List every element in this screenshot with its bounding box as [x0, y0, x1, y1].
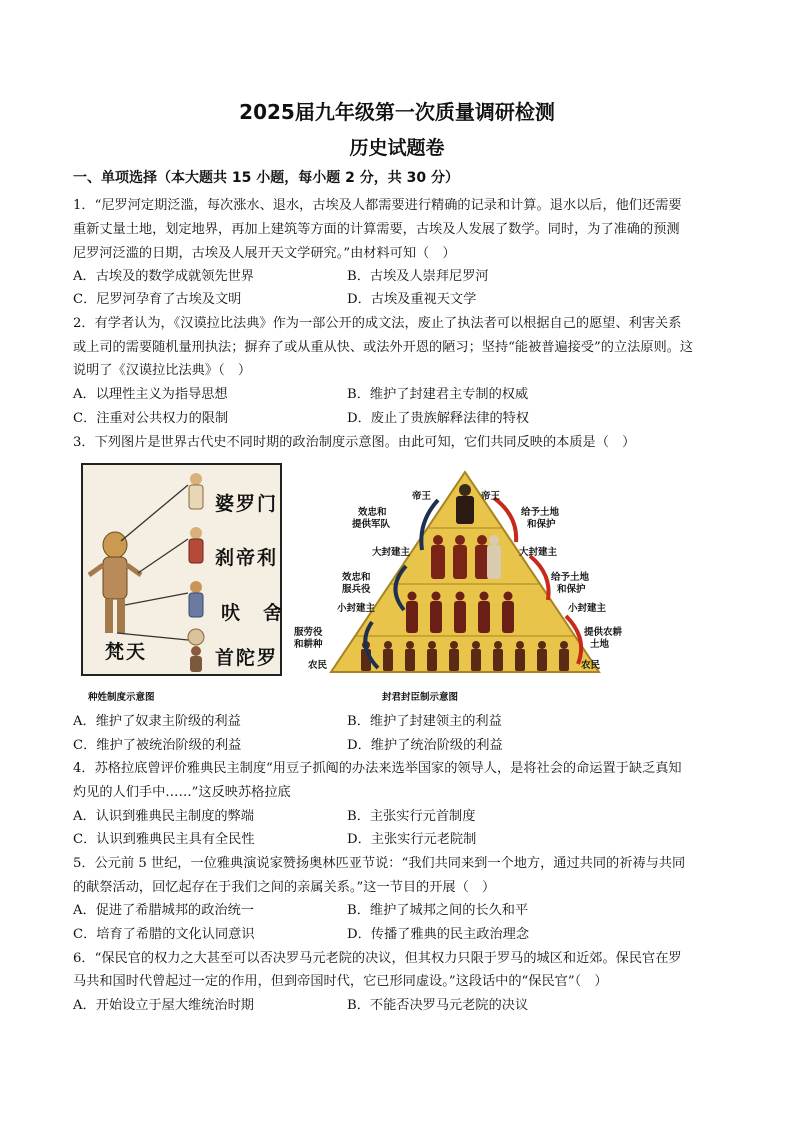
- caste-shudra-label: 首陀罗: [215, 647, 279, 669]
- question-2-line-3: 说明了《汉谟拉比法典》（ ）: [73, 363, 252, 378]
- pyramid-label-small-lord-left: 小封建主: [337, 603, 376, 614]
- document-title: 2025届九年级第一次质量调研检测: [239, 100, 555, 124]
- pyramid-label-r3-line2: 土地: [590, 639, 610, 650]
- pyramid-label-r3-line1: 提供农耕: [584, 627, 623, 638]
- brahmin-person-icon: [189, 473, 203, 509]
- brahma-label: 梵天: [105, 641, 148, 663]
- caste-vaishya-label: 吠 舍: [221, 602, 285, 624]
- pyramid-label-l3-line2: 和耕种: [294, 639, 323, 650]
- question-1-option-b[interactable]: B．古埃及人崇拜尼罗河: [347, 269, 489, 284]
- question-2-option-d[interactable]: D．废止了贵族解释法律的特权: [347, 411, 530, 426]
- question-5-option-d[interactable]: D．传播了雅典的民主政治理念: [347, 927, 530, 942]
- brahma-figure-icon: [89, 532, 141, 633]
- caste-system-figure: [81, 463, 285, 676]
- caste-kshatriya-label: 刹帝利: [215, 547, 279, 569]
- question-5-option-b[interactable]: B．维护了城邦之间的长久和平: [347, 903, 529, 918]
- question-3-option-a[interactable]: A．维护了奴隶主阶级的利益: [73, 714, 241, 729]
- question-3-option-b[interactable]: B．维护了封建领主的利益: [347, 714, 502, 729]
- question-5-option-c[interactable]: C．培育了希腊的文化认同意识: [73, 927, 255, 942]
- pyramid-label-r1-line1: 给予土地: [521, 507, 560, 518]
- question-2-option-c[interactable]: C．注重对公共权力的限制: [73, 411, 229, 426]
- pyramid-label-r2-line1: 给予土地: [551, 572, 590, 583]
- caste-brahmin-label: 婆罗门: [215, 493, 279, 515]
- document-subtitle: 历史试题卷: [349, 137, 445, 159]
- question-1-option-c[interactable]: C．尼罗河孕育了古埃及文明: [73, 292, 242, 307]
- question-6-option-a[interactable]: A．开始设立于屋大维统治时期: [73, 998, 254, 1013]
- question-2-option-b[interactable]: B．维护了封建君主专制的权威: [347, 387, 529, 402]
- question-5-option-a[interactable]: A．促进了希腊城邦的政治统一: [73, 903, 254, 918]
- caste-figure-caption: 种姓制度示意图: [88, 692, 155, 703]
- pyramid-label-l3-line1: 服劳役: [294, 627, 323, 638]
- question-6-line-2: 马共和国时代曾起过一定的作用，但到帝国时代，它已形同虚设。”这段话中的“保民官”（ ）: [73, 974, 608, 989]
- question-5-line-1: 5．公元前 5 世纪，一位雅典演说家赞扬奥林匹亚节说：“我们共同来到一个地方，通过共同的祈祷与共同: [73, 856, 686, 871]
- pyramid-label-small-lord-right: 小封建主: [568, 603, 607, 614]
- question-3-option-c[interactable]: C．维护了被统治阶级的利益: [73, 738, 242, 753]
- question-3-line-1: 3．下列图片是世界古代史不同时期的政治制度示意图。由此可知，它们共同反映的本质是（ ）: [73, 435, 636, 450]
- question-3-option-d[interactable]: D．维护了统治阶级的利益: [347, 738, 503, 753]
- pyramid-label-great-lord-left: 大封建主: [372, 547, 411, 558]
- pyramid-label-great-lord-right: 大封建主: [519, 547, 558, 558]
- pyramid-label-l2-line1: 效忠和: [342, 572, 371, 583]
- pyramid-label-l1-line1: 效忠和: [358, 507, 387, 518]
- pyramid-label-l2-line2: 服兵役: [342, 584, 371, 595]
- question-2-line-2: 或上司的需要随机量刑执法；摒弃了或从重从快、或法外开恩的陋习；坚持“能被普遍接受”的立法原则。这: [73, 340, 694, 355]
- question-4-option-d[interactable]: D．主张实行元老院制: [347, 832, 477, 847]
- pyramid-label-king-left: 帝王: [412, 491, 432, 502]
- question-4-option-b[interactable]: B．主张实行元首制度: [347, 809, 476, 824]
- question-2-line-1: 2．有学者认为，《汉谟拉比法典》作为一部公开的成文法，废止了执法者可以根据自己的愿望、利害关系: [73, 316, 682, 331]
- question-4-option-a[interactable]: A．认识到雅典民主制度的弊端: [73, 809, 254, 824]
- feudal-figure-caption: 封君封臣制示意图: [382, 692, 459, 703]
- question-5-line-2: 的献祭活动，回忆起存在于我们之间的亲属关系。”这一节目的开展（ ）: [73, 880, 496, 895]
- question-1-option-a[interactable]: A．古埃及的数学成就领先世界: [73, 269, 254, 284]
- pyramid-label-peasant-left: 农民: [308, 660, 328, 671]
- section-heading: 一、单项选择（本大题共 15 小题，每小题 2 分，共 30 分）: [73, 170, 459, 186]
- question-1-line-2: 重新丈量土地，划定地界，再加上建筑等方面的计算需要，古埃及人发展了数学。同时，为了准确的预测: [73, 222, 680, 237]
- pyramid-label-peasant-right: 农民: [581, 660, 601, 671]
- question-6-option-b[interactable]: B．不能否决罗马元老院的决议: [347, 998, 529, 1013]
- question-2-option-a[interactable]: A．以理性主义为指导思想: [73, 387, 228, 402]
- kshatriya-person-icon: [189, 527, 203, 563]
- question-6-line-1: 6．“保民官的权力之大甚至可以否决罗马元老院的决议，但其权力只限于罗马的城区和近郊。保民官在罗: [73, 951, 682, 966]
- question-1-line-3: 尼罗河泛滥的日期，古埃及人展开天文学研究。”由材料可知（ ）: [73, 246, 456, 261]
- question-1-line-1: 1．“尼罗河定期泛滥，每次涨水、退水，古埃及人都需要进行精确的记录和计算。退水以后，他们还需要: [73, 198, 682, 213]
- pyramid-label-l1-line2: 提供军队: [352, 519, 391, 530]
- question-4-line-1: 4．苏格拉底曾评价雅典民主制度“用豆子抓阄的办法来选举国家的领导人，是将社会的命运置于缺乏真知: [73, 761, 682, 776]
- pyramid-label-r1-line2: 和保护: [527, 519, 556, 530]
- question-4-option-c[interactable]: C．认识到雅典民主具有全民性: [73, 832, 255, 847]
- question-1-option-d[interactable]: D．古埃及重视天文学: [347, 292, 477, 307]
- question-4-line-2: 灼见的人们手中……”这反映苏格拉底: [73, 785, 291, 800]
- pyramid-label-r2-line2: 和保护: [557, 584, 586, 595]
- shudra-person-icon: [188, 629, 204, 672]
- vaishya-person-icon: [189, 581, 203, 617]
- pyramid-label-king-right: 帝王: [481, 491, 501, 502]
